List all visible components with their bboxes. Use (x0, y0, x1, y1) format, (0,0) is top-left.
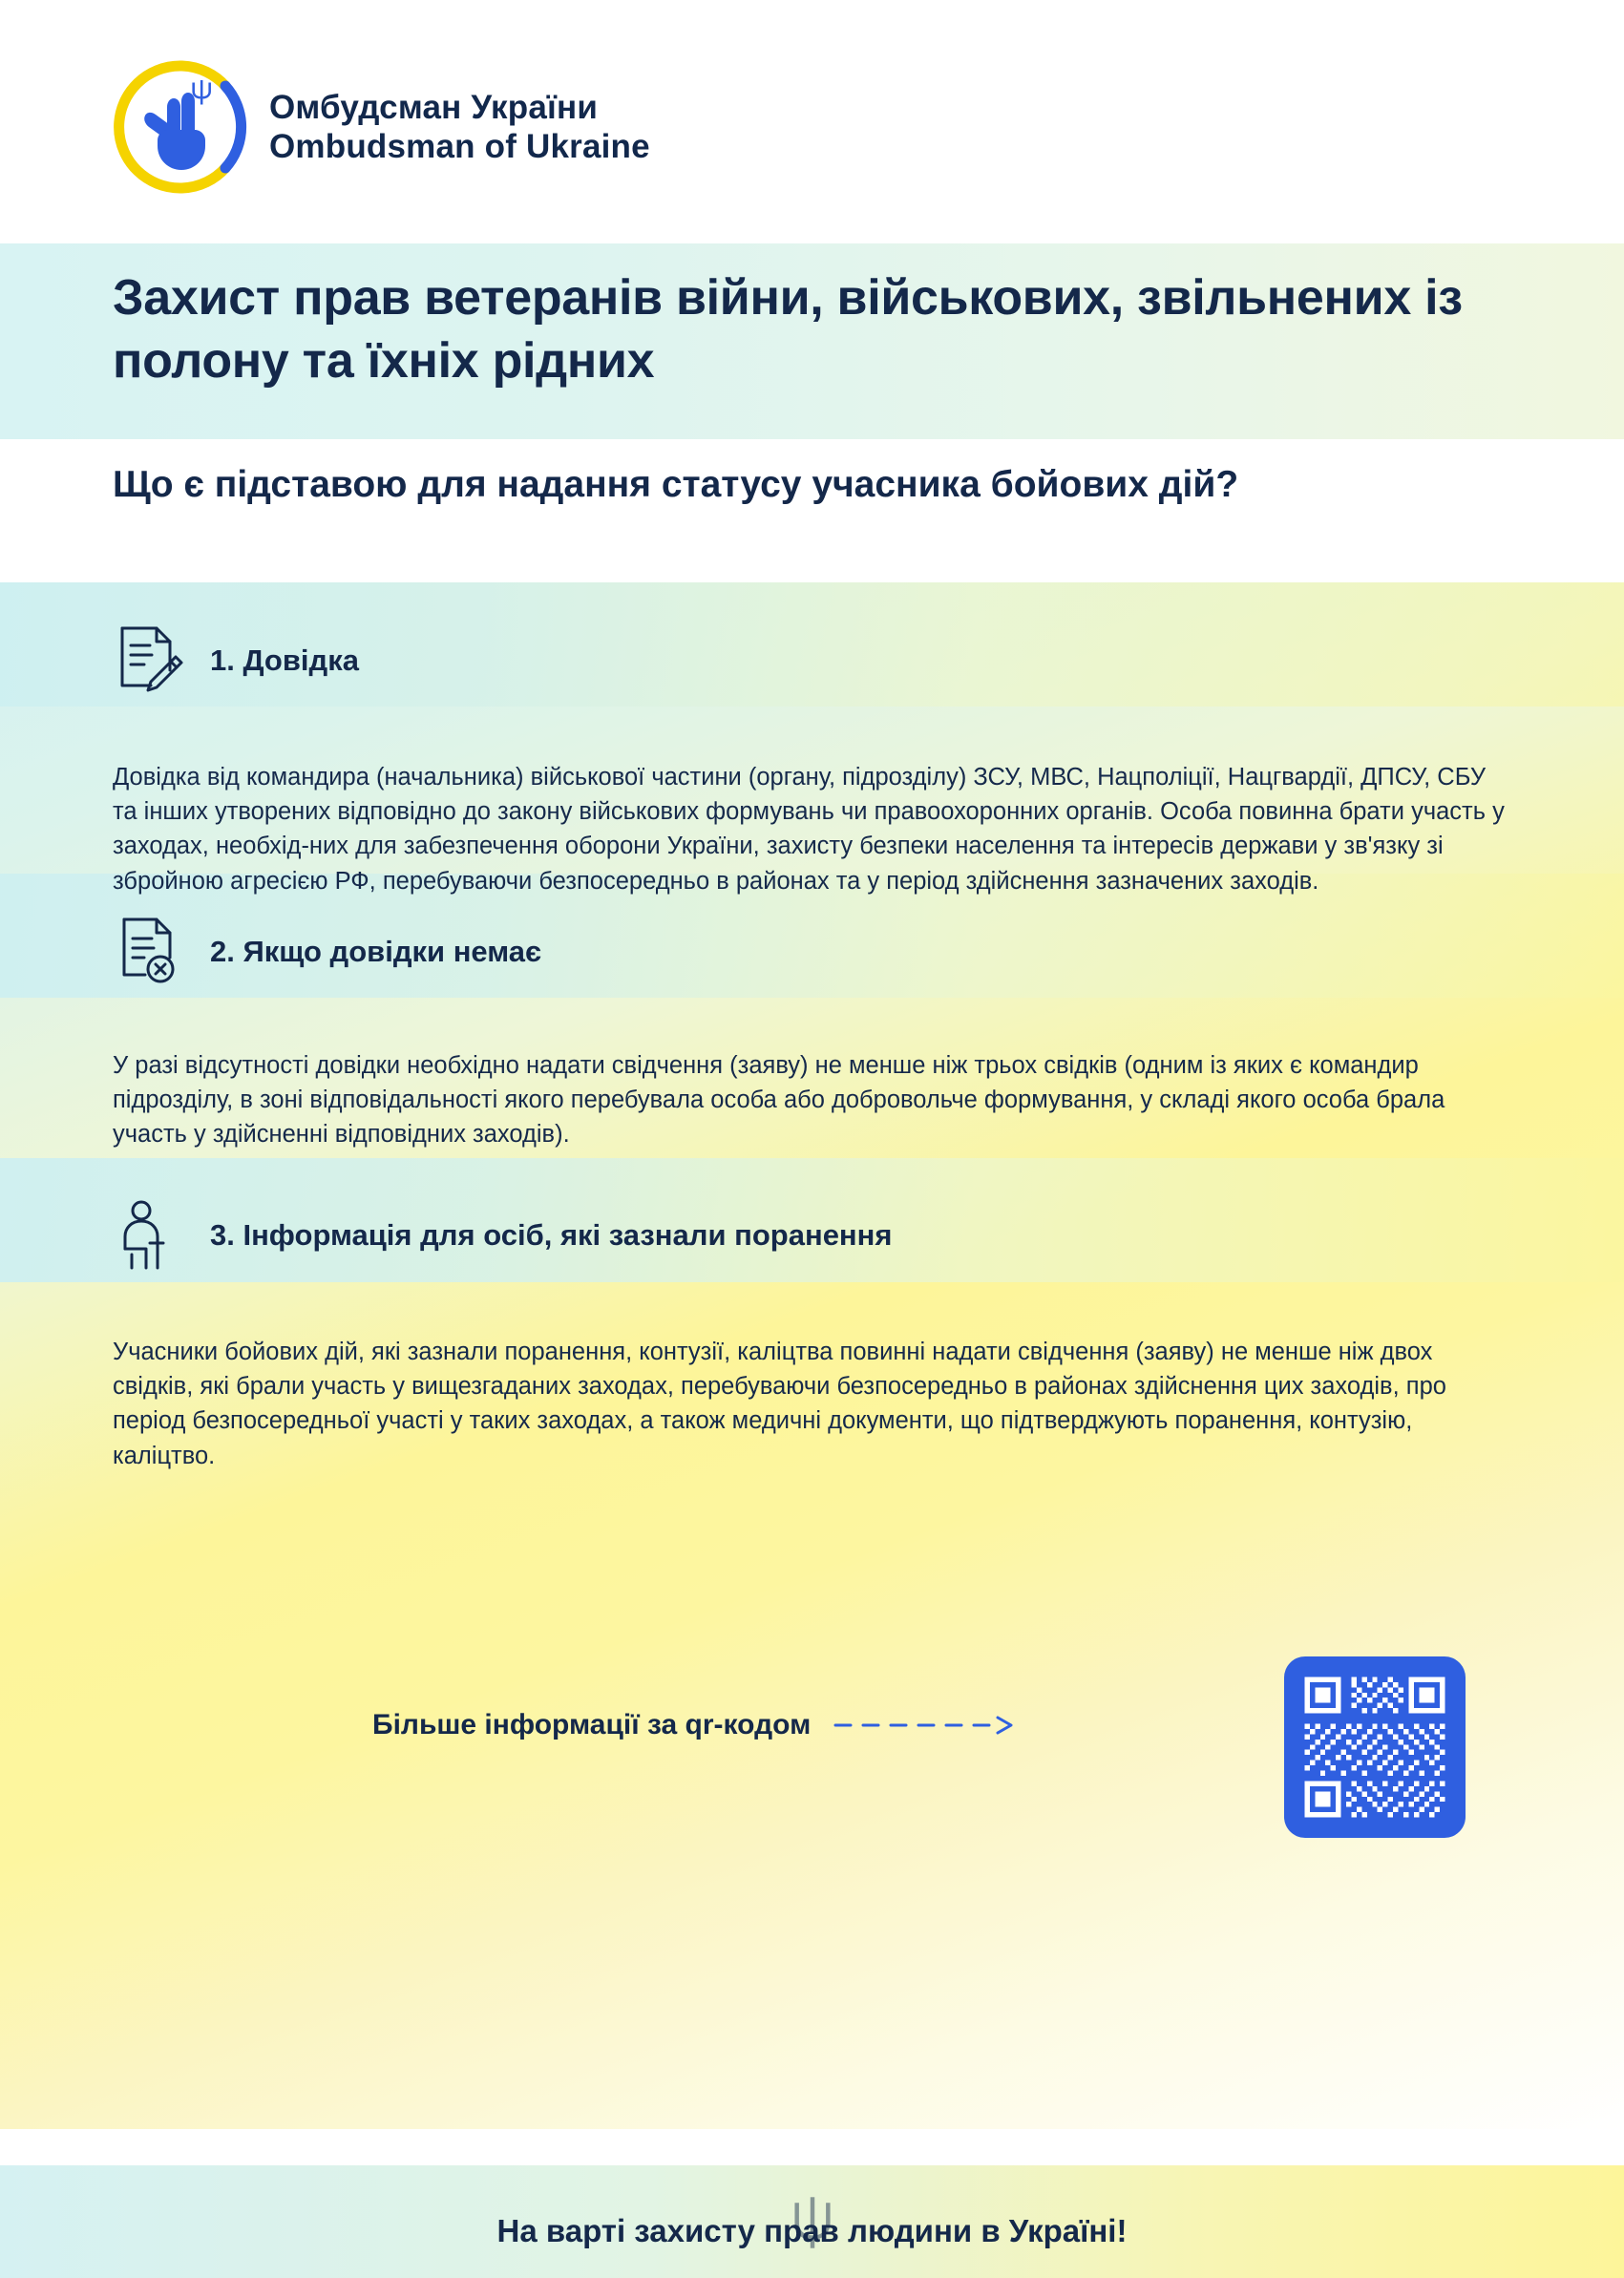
dashed-arrow-right-icon (833, 1714, 1024, 1737)
document-pencil-icon (113, 621, 185, 701)
section-3-title: 3. Інформація для осіб, які зазнали поранення (210, 1218, 893, 1252)
qr-code-icon[interactable] (1284, 1656, 1466, 1838)
injured-person-icon (113, 1195, 185, 1276)
brand-logo-text (269, 88, 650, 167)
handprint-logo-icon (113, 59, 248, 195)
section-3-body: Учасники бойових дій, які зазнали поранення, контузії, каліцтва повинні надати свідчення (заяву) не менше ніж двох свідків, які брали участь у вищезгаданих заходах, перебуваючи безпосередньо в районах здійснення цих заходів, про період безпосередньої участі у таких заходах, а також медичні документи, що підтверджують поранення, контузію, каліцтво. (113, 1339, 1446, 1469)
document-cancel-icon (113, 912, 185, 992)
brand-name-en: Ombudsman of Ukraine (269, 128, 650, 165)
section-2-title: 2. Якщо довідки немає (210, 935, 542, 968)
section-1-header (113, 621, 359, 701)
brand-name-uk: Омбудсман України (269, 88, 599, 126)
brand-logo (113, 59, 650, 195)
section-2-body: У разі відсутності довідки необхідно надати свідчення (заяву) не менше ніж трьох свідків (одним із яких є командир підрозділу, в зоні відповідальності якого перебувала особа або добровольче формування, у складі якого особа брала участь у здійсненні відповідних заходів). (113, 1052, 1445, 1149)
page-title: Захист прав ветеранів війни, військових, звільнених із полону та їхніх рідних (113, 270, 1463, 389)
qr-callout (372, 1709, 1024, 1741)
page-subtitle: Що є підставою для надання статусу учасника бойових дій? (113, 464, 1239, 505)
qr-label: Більше інформації за qr-кодом (372, 1709, 812, 1740)
section-2-header (113, 912, 541, 992)
section-1-body: Довідка від командира (начальника) військової частини (органу, підрозділу) ЗСУ, МВС, Нацполіції, Нацгвардії, ДПСУ, СБУ та інших утворених відповідно до закону військових формувань чи правоохоронних органів. Особа повинна брати участь у заходах, необхід-них для забезпечення оборони України, захисту безпеки населення та інтересів держави у зв'язку зі збройною агресією РФ, перебуваючи безпосередньо в районах та у період здійснення зазначених заходів. (113, 764, 1505, 895)
section-1-title: 1. Довідка (210, 643, 359, 677)
footer-text: На варті захисту прав людини в Україні! (496, 2213, 1128, 2248)
section-3-header (113, 1195, 892, 1276)
